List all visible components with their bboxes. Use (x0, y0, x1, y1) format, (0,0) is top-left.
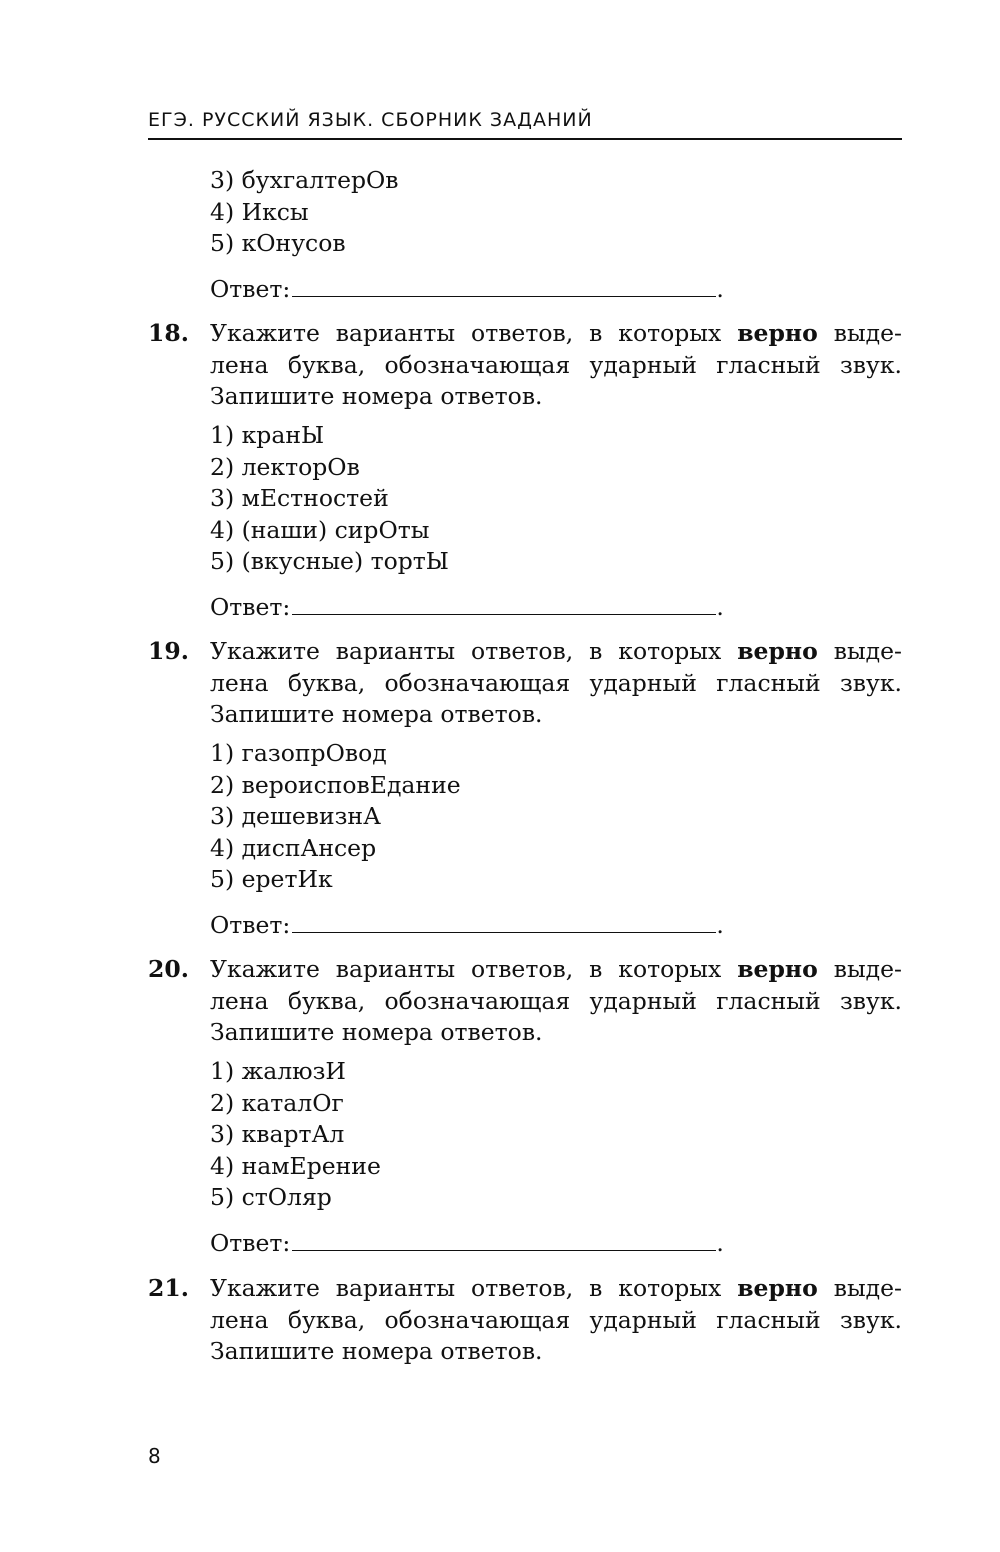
answer-blank[interactable] (292, 1228, 716, 1251)
question-text (210, 636, 902, 731)
option: 3) дешевизнА (210, 802, 381, 831)
answer-dot: . (716, 593, 724, 621)
text-part: Укажите варианты ответов, в которых (210, 955, 722, 983)
option: 3) мЕстностей (210, 484, 389, 513)
bold-word: верно (737, 319, 818, 347)
prev-question-options (210, 165, 399, 260)
answer-blank[interactable] (292, 592, 716, 615)
option: 2) каталОг (210, 1088, 344, 1117)
question-options (210, 420, 449, 578)
answer-blank[interactable] (292, 910, 716, 933)
question-line-1 (210, 1273, 902, 1305)
option: 2) лекторОв (210, 452, 360, 481)
bold-word: верно (737, 637, 818, 665)
option: 3) квартАл (210, 1120, 345, 1149)
answer-label: Ответ: (210, 1229, 291, 1257)
option: 2) вероисповЕдание (210, 770, 461, 799)
answer-dot: . (716, 275, 724, 303)
answer-field-18[interactable] (210, 591, 724, 623)
bold-word: верно (737, 955, 818, 983)
option: 1) жалюзИ (210, 1057, 346, 1085)
answer-field-17[interactable] (210, 273, 724, 305)
option: 5) (вкусные) тортЫ (210, 547, 449, 576)
question-number: 19. (148, 637, 189, 665)
text-part: выде- (833, 1274, 902, 1302)
text-part: Укажите варианты ответов, в которых (210, 637, 722, 665)
option: 4) Иксы (210, 197, 309, 226)
question-options (210, 738, 461, 896)
option: 5) стОляр (210, 1183, 332, 1212)
question-line-1 (210, 954, 902, 986)
page-number: 8 (148, 1444, 161, 1468)
option: 3) бухгалтерОв (210, 166, 399, 194)
question-line-3: Запишите номера ответов. (210, 1337, 543, 1366)
bold-word: верно (737, 1274, 818, 1302)
answer-label: Ответ: (210, 275, 291, 303)
text-part: Укажите варианты ответов, в которых (210, 1274, 722, 1302)
option: 4) диспАнсер (210, 833, 377, 862)
running-header: ЕГЭ. РУССКИЙ ЯЗЫК. СБОРНИК ЗАДАНИЙ (148, 106, 902, 140)
question-line-1 (210, 318, 902, 350)
option: 1) газопрОвод (210, 739, 387, 767)
answer-label: Ответ: (210, 593, 291, 621)
answer-field-19[interactable] (210, 909, 724, 941)
text-part: Укажите варианты ответов, в которых (210, 319, 722, 347)
question-line-3: Запишите номера ответов. (210, 700, 543, 729)
option: 5) кОнусов (210, 229, 346, 258)
question-line-3: Запишите номера ответов. (210, 1018, 543, 1047)
question-line-2: лена буква, обозначающая ударный гласный звук. (210, 668, 902, 697)
answer-blank[interactable] (292, 274, 716, 297)
text-part: выде- (833, 637, 902, 665)
question-number: 20. (148, 955, 189, 983)
question-line-1 (210, 636, 902, 668)
option: 4) намЕрение (210, 1151, 381, 1180)
question-number: 21. (148, 1274, 189, 1302)
answer-label: Ответ: (210, 911, 291, 939)
question-line-2: лена буква, обозначающая ударный гласный звук. (210, 350, 902, 379)
question-line-2: лена буква, обозначающая ударный гласный звук. (210, 1305, 902, 1334)
answer-field-20[interactable] (210, 1227, 724, 1259)
question-options (210, 1056, 381, 1214)
question-line-3: Запишите номера ответов. (210, 382, 543, 411)
question-text (210, 1273, 902, 1368)
answer-dot: . (716, 911, 724, 939)
text-part: выде- (833, 319, 902, 347)
answer-dot: . (716, 1229, 724, 1257)
option: 4) (наши) сирОты (210, 515, 430, 544)
question-line-2: лена буква, обозначающая ударный гласный звук. (210, 986, 902, 1015)
question-text (210, 954, 902, 1049)
option: 1) кранЫ (210, 421, 325, 449)
question-text (210, 318, 902, 413)
question-number: 18. (148, 319, 189, 347)
option: 5) еретИк (210, 865, 333, 894)
text-part: выде- (833, 955, 902, 983)
